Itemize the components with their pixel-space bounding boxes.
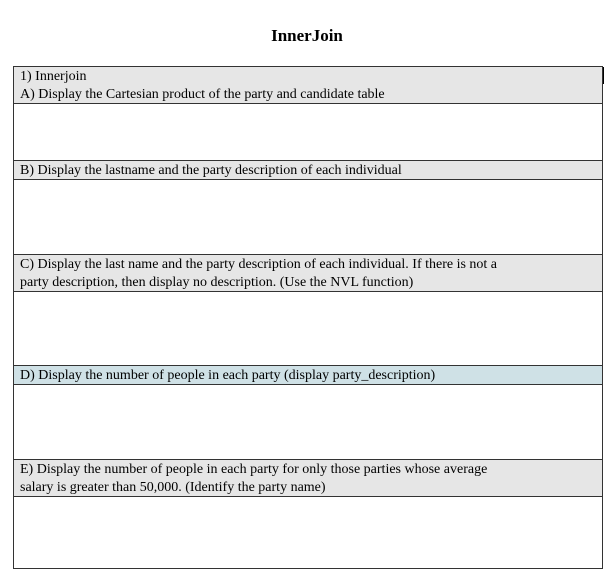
section-d-header — [14, 365, 602, 385]
document-title: InnerJoin — [271, 26, 343, 45]
text-cursor — [603, 67, 604, 84]
section-a-heading: 1) Innerjoin — [20, 69, 87, 84]
section-c-prompt-line-2: party description, then display no description. (Use the NVL function) — [20, 275, 414, 290]
section-a-answer-area[interactable] — [14, 104, 602, 160]
section-b-header — [14, 160, 602, 180]
section-e-prompt-line-1: E) Display the number of people in each party for only those parties whose average — [20, 462, 488, 477]
section-c-answer-area[interactable] — [14, 292, 602, 365]
section-a-prompt: A) Display the Cartesian product of the party and candidate table — [20, 87, 385, 102]
section-b-prompt: B) Display the lastname and the party description of each individual — [20, 163, 402, 178]
section-e-header — [14, 459, 602, 497]
section-e-prompt-line-2: salary is greater than 50,000. (Identify the party name) — [20, 480, 326, 495]
section-c-header — [14, 254, 602, 292]
section-e-answer-area[interactable] — [14, 497, 602, 568]
section-d-prompt: D) Display the number of people in each party (display party_description) — [20, 368, 436, 383]
section-a-header — [14, 67, 602, 104]
exercise-table — [13, 66, 603, 569]
section-d-answer-area[interactable] — [14, 385, 602, 459]
section-c-prompt-line-1: C) Display the last name and the party description of each individual. If there is not a — [20, 257, 498, 272]
section-b-answer-area[interactable] — [14, 180, 602, 254]
